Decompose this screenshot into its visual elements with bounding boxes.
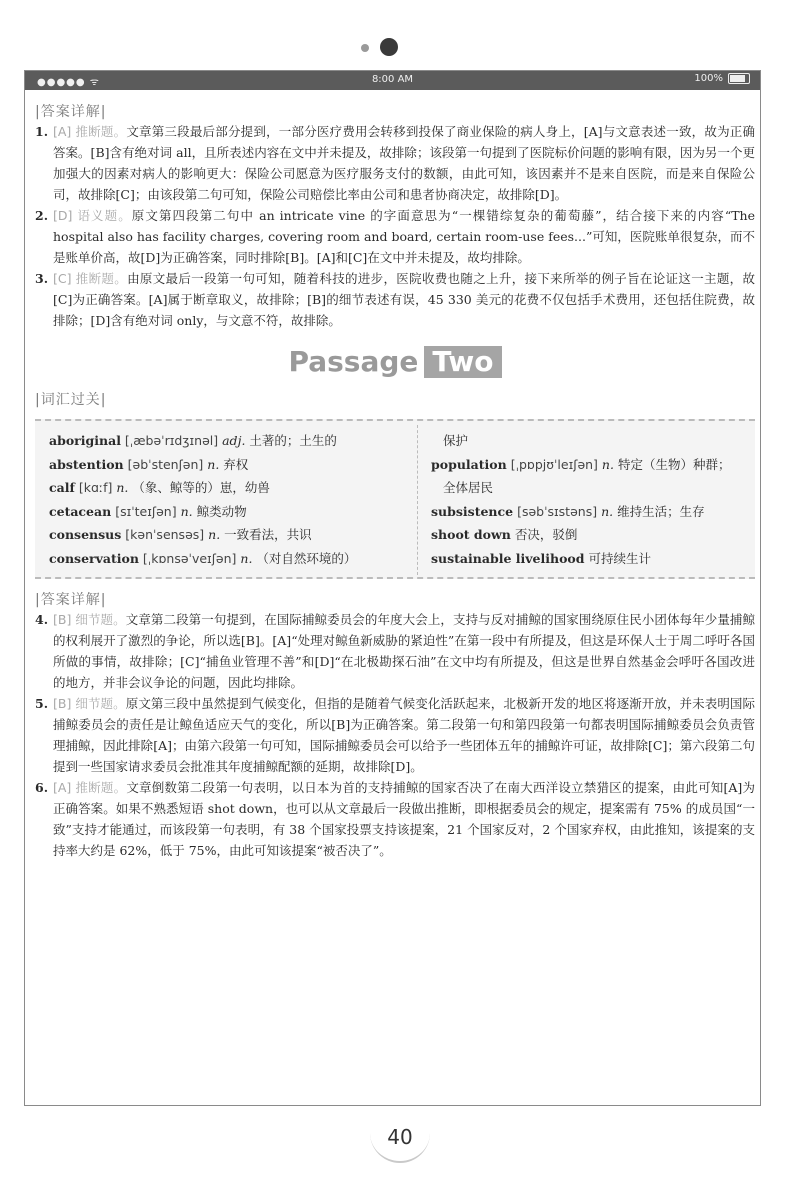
page-indicator [0,38,800,58]
vocab-word: sustainable livelihood [431,550,585,566]
vocab-phonetic: [ˌkɒnsəˈveɪʃən] [142,550,237,566]
vocab-meaning: 土著的；土生的 [249,433,337,448]
vocab-entry [49,429,409,453]
vocab-meaning: 一致看法，共识 [224,527,312,542]
vocab-meaning: 鲸类动物 [196,503,247,519]
vocab-column-right [431,429,761,570]
vocab-entry [431,547,761,571]
vocab-meaning: 保护 [443,433,469,448]
signal-wifi-icon: ●●●●● ᯤ [37,77,100,88]
vocab-word: calf [49,480,75,495]
page-number: 40 [370,1117,430,1163]
vocab-pos: adj. [222,433,246,448]
answer-number: 5. [35,696,49,711]
vocab-pos: n. [208,527,221,542]
vocab-phonetic: [səbˈsɪstəns] [517,503,598,519]
vocab-box [35,419,755,579]
vocab-pos: n. [240,550,253,566]
answer-tag: [B] 细节题。 [53,612,126,627]
vocab-meaning: 特定（生物）种群； [617,456,731,472]
answer-text: 由原文最后一段第一句可知，随着科技的进步，医院收费也随之上升，接下来所举的例子旨在论证这一主题，故[C]为正确答案。[A]属于断章取义，故排除；[B]的细节表述有误，45 330 美元的花费不仅包括手术费用，还包括住院费，故排除；[D]含有绝对词 only，与文意不符，故排除。 [53,271,755,328]
vocab-meaning: 可持续生计 [588,550,651,566]
section-heading-answers-2: |答案详解| [35,592,107,608]
vocab-word: conservation [49,550,139,566]
vocab-word: aboriginal [49,433,121,448]
answer-number: 3. [35,271,49,286]
answer-item [35,693,755,777]
page-dot [361,44,369,52]
answer-text: 原文第四段第二句中 an intricate vine 的字面意思为“一棵错综复杂的葡萄藤”，结合接下来的内容“The hospital also has facility charges, covering room and board, certain room-use fees...”可知，医院账单很复杂，而不是账单价高，故[D]为正确答案，同时排除[B]。[A]和[C]在文中并未提及，故均排除。 [53,208,755,265]
answer-list [35,121,755,331]
vocab-column-left [49,429,409,570]
vocab-phonetic: [sɪˈteɪʃən] [115,503,177,519]
battery-percent: 100% [694,73,723,84]
answer-number: 6. [35,780,49,795]
passage-number: Two [424,346,501,378]
answer-item [35,205,755,268]
passage-word: Passage [288,345,419,378]
vocab-entry [49,453,409,477]
page-dot-active [380,38,398,56]
answer-item [35,121,755,205]
vocab-phonetic: [ˌæbəˈrɪdʒɪnəl] [124,433,219,448]
answer-item [35,609,755,693]
answer-text: 文章倒数第二段第一句表明，以日本为首的支持捕鲸的国家否决了在南大西洋设立禁猎区的提案，由此可知[A]为正确答案。如果不熟悉短语 shot down，也可以从文章最后一段做出推断，即根据委员会的规定，提案需有 75% 的成员国“一致”支持才能通过，而该段第一句表明，有 38 个国家投票支持该提案，21 个国家反对，2 个国家弃权，由此推知，该提案的支持率大约是 62%，低于 75%，由此可知该提案“被否决了”。 [53,780,755,858]
answer-number: 4. [35,612,49,627]
vocab-entry [49,547,409,571]
vocab-meaning: （对自然环境的） [256,550,357,566]
vocab-phonetic: [kɑːf] [78,480,113,495]
vocab-phonetic: [kənˈsensəs] [125,527,205,542]
vocab-entry [49,500,409,524]
vocab-entry [431,453,761,477]
vocab-word: population [431,456,507,472]
passage-title [35,343,755,381]
vocab-pos: n. [116,480,129,495]
answer-text: 原文第三段中虽然提到气候变化，但指的是随着气候变化活跃起来，北极新开发的地区将逐渐开放，并未表明国际捕鲸委员会的责任是让鲸鱼适应天气的变化，所以[B]为正确答案。第二段第一句和第四段第一句都表明国际捕鲸委员会负责管理捕鲸，因此排除[A]；由第六段第一句可知，国际捕鲸委员会可以给予一些团体五年的捕鲸许可证，故排除[C]；第六段第二句提到一些国家请求委员会批准其年度捕鲸配额的延期，故排除[D]。 [53,696,755,774]
answer-tag: [D] 语义题。 [53,208,132,223]
answer-tag: [C] 推断题。 [53,271,128,286]
vocab-meaning: （象、鲸等的）崽，幼兽 [132,480,270,495]
vocab-entry [431,523,761,547]
section-heading-vocab: |词汇过关| [35,392,107,408]
vocab-meaning: 维持生活；生存 [617,503,705,519]
vocab-pos: n. [180,503,193,519]
vocab-phonetic: [əbˈstenʃən] [127,456,204,472]
vocab-word: consensus [49,527,122,542]
status-time: 8:00 AM [371,74,414,85]
vocab-entry [49,523,409,547]
vocab-meaning: 弃权 [223,456,249,472]
vocab-word: abstention [49,456,124,472]
vocab-pos: n. [207,456,220,472]
answer-text: 文章第三段最后部分提到，一部分医疗费用会转移到投保了商业保险的病人身上，[A]与文意表述一致，故为正确答案。[B]含有绝对词 all，且所表述内容在文中并未提及，故排除；该段第一句提到了医院标价问题的影响有限，因为另一个更加强大的因素对病人的影响更大：保险公司愿意为医疗服务支付的数额，由此可知，该因素并不是来自医院，而是来自保险公司，故排除[C]；由该段第二句可知，保险公司赔偿比率由公司和患者协商决定，故排除[D]。 [53,124,755,202]
vocab-word: cetacean [49,503,112,519]
status-bar [25,71,760,90]
section-heading-answers: |答案详解| [35,104,107,120]
answer-tag: [B] 细节题。 [53,696,126,711]
answer-item [35,777,755,861]
vocab-meaning: 否决，驳倒 [514,527,578,542]
vocab-entry [431,429,761,453]
vocab-phonetic: [ˌpɒpjʊˈleɪʃən] [510,456,598,472]
battery-status [694,73,750,84]
answer-tag: [A] 推断题。 [53,124,127,139]
vocab-word: subsistence [431,503,514,519]
answer-item [35,268,755,331]
vocab-divider [417,425,418,575]
vocab-entry [431,500,761,524]
answer-tag: [A] 推断题。 [53,780,127,795]
answer-text: 文章第二段第一句提到，在国际捕鲸委员会的年度大会上，支持与反对捕鲸的国家围绕原住民小团体每年少量捕鲸的权利展开了激烈的争论，所以选[B]。[A]“处理对鲸鱼新威胁的紧迫性”在第一段中有所提及，但这是环保人士于周二呼吁各国所做的事情，故排除；[C]“捕鱼业管理不善”和[D]“在北极勘探石油”在文中均有所提及，但这是世界自然基金会呼吁各国改进的地方，并非会议争论的问题，因此均排除。 [53,612,755,690]
vocab-entry [431,476,761,500]
answer-list-2 [35,609,755,861]
answer-number: 1. [35,124,49,139]
answer-number: 2. [35,208,49,223]
device-screen [24,70,761,1106]
battery-icon [728,73,750,84]
vocab-pos: n. [601,503,614,519]
vocab-entry [49,476,409,500]
vocab-word: shoot down [431,527,511,542]
page-content [35,101,755,861]
vocab-pos: n. [601,456,614,472]
vocab-meaning: 全体居民 [443,480,494,495]
